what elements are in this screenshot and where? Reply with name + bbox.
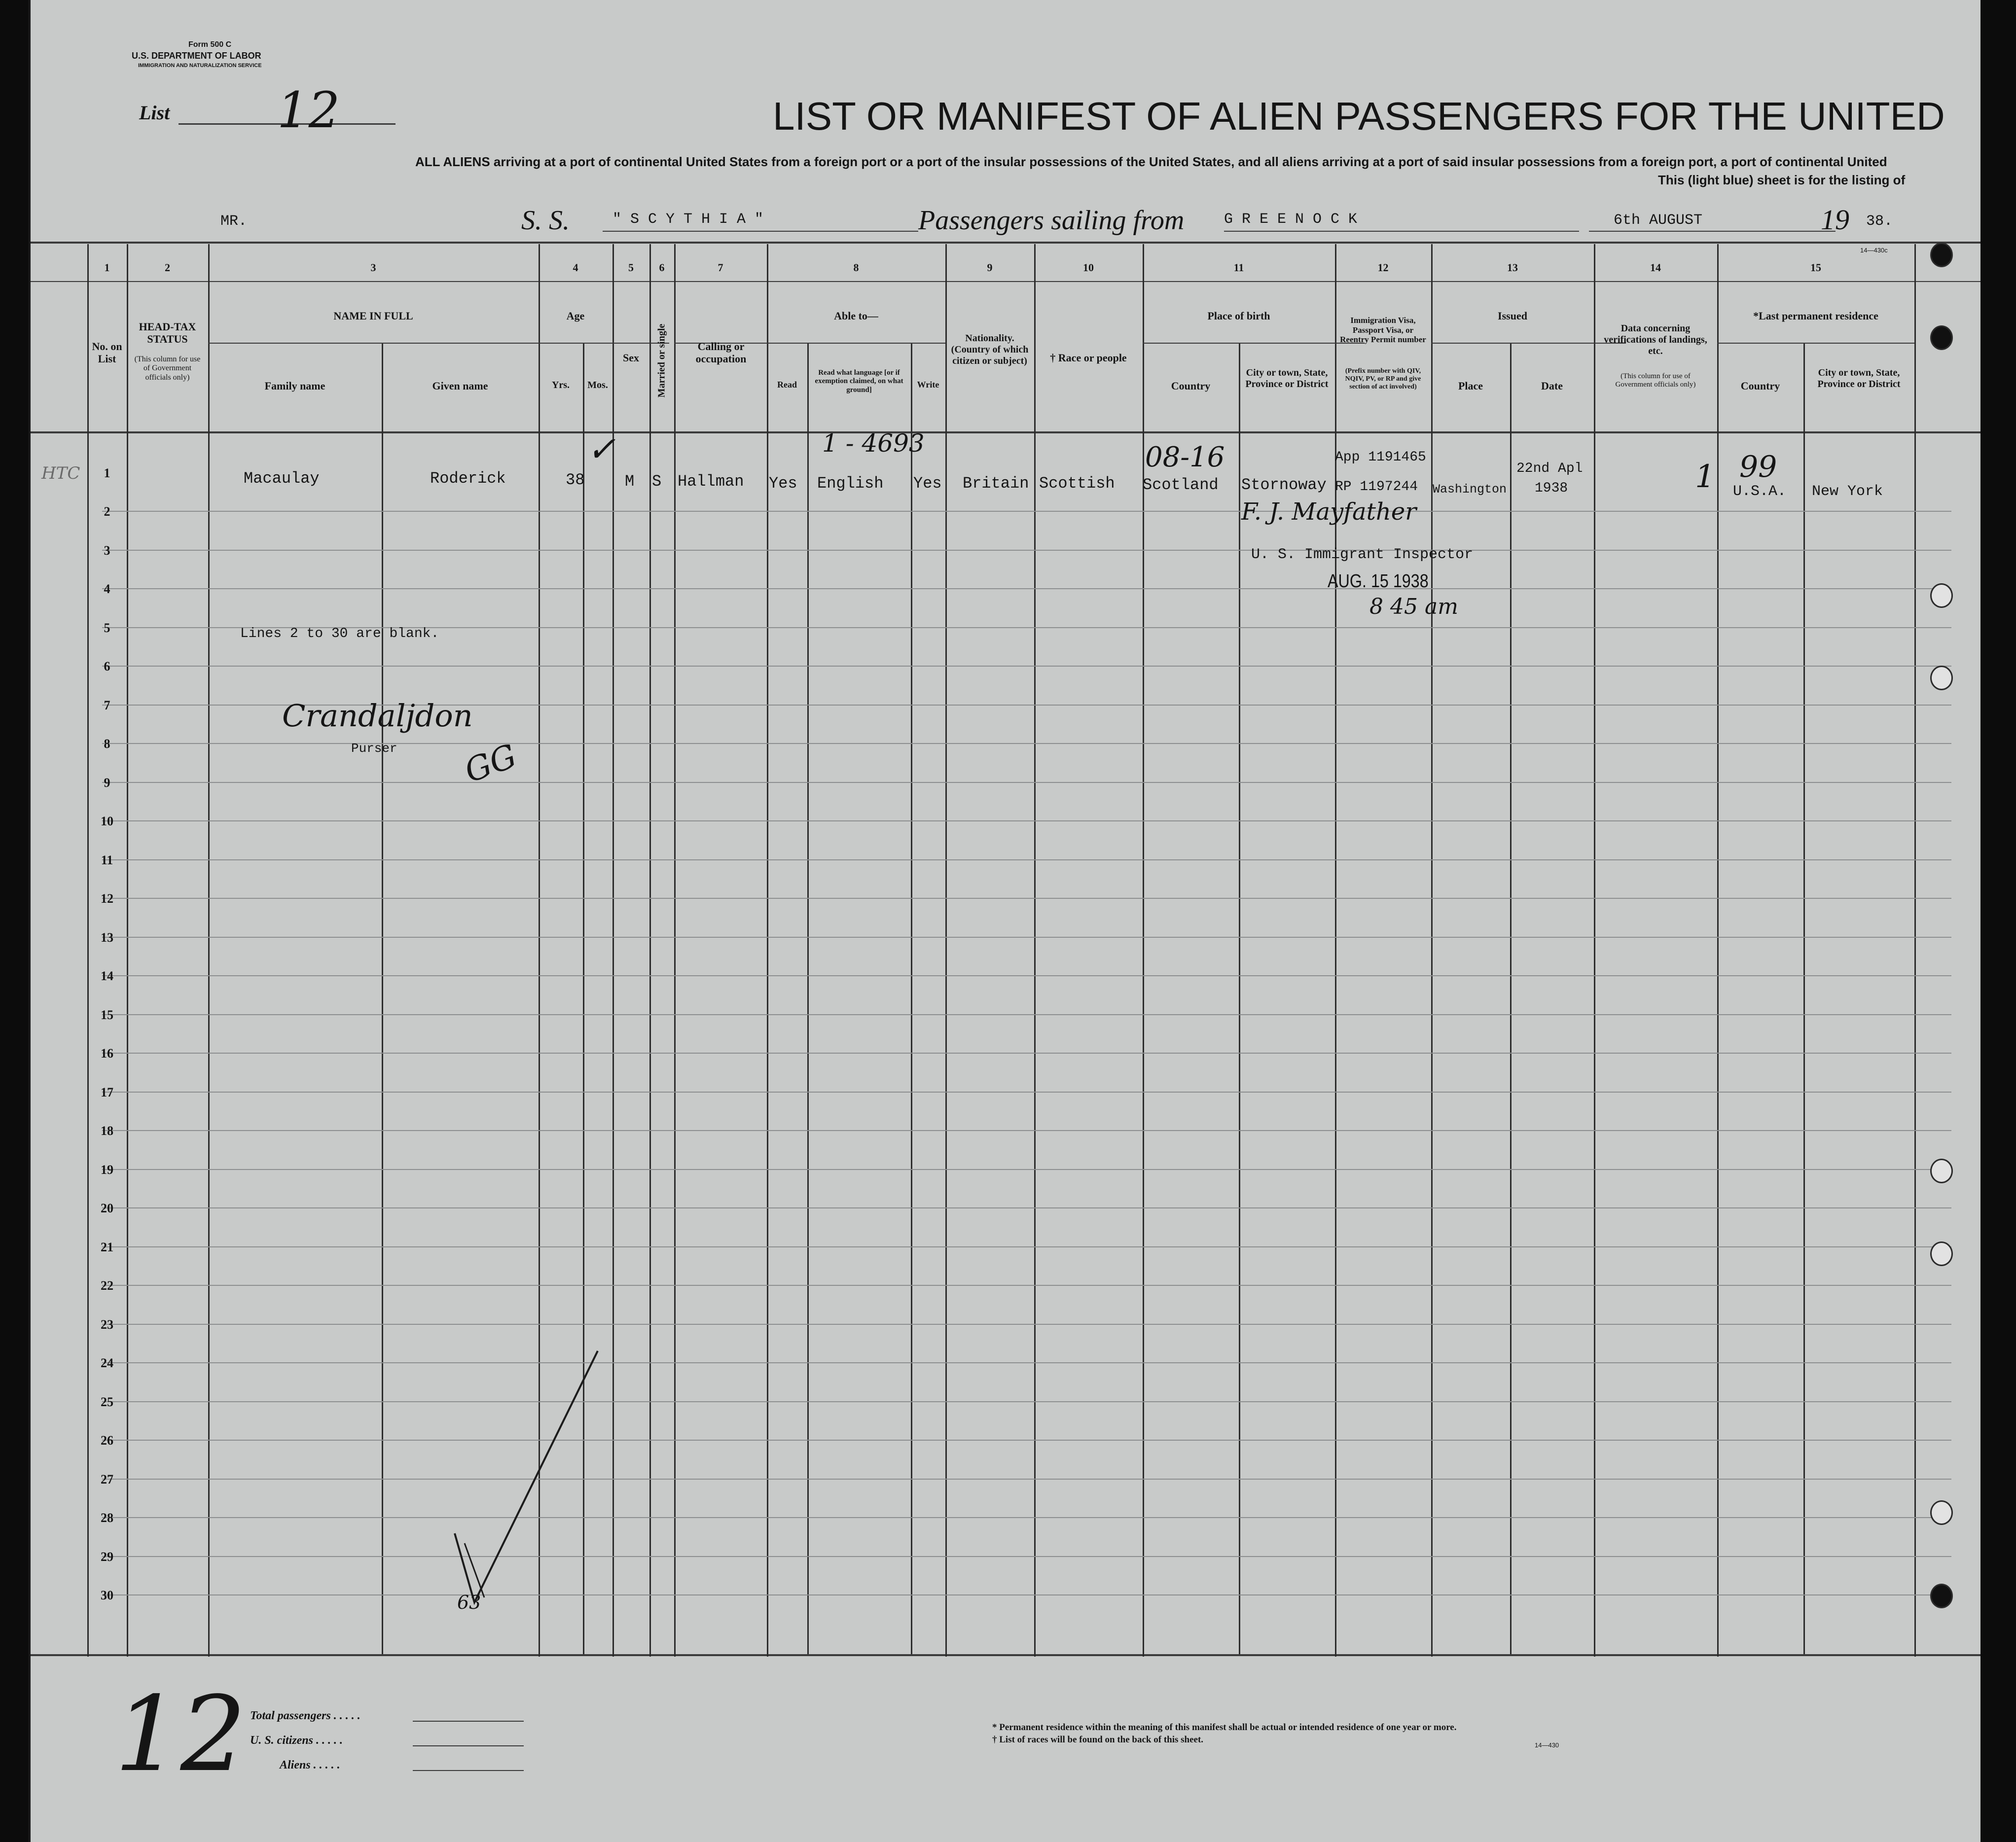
initials: GG — [460, 737, 522, 790]
header-res-city: City or town, State, Province or District — [1817, 367, 1901, 390]
row-number: 10 — [101, 814, 113, 828]
year-suffix: 38. — [1866, 213, 1893, 230]
subheader-rule — [1717, 343, 1914, 344]
visa-line-2: RP 1197244 — [1335, 479, 1418, 495]
year-prefix: 19 — [1821, 204, 1849, 236]
binder-hole — [1930, 1159, 1953, 1183]
col-number: 13 — [1507, 261, 1518, 274]
row-number: 19 — [101, 1163, 113, 1177]
header-data-concerning: Data concerning verifications of landings, etc. — [1604, 323, 1707, 356]
header-yrs: Yrs. — [551, 380, 570, 390]
language-note: 1 - 4693 — [822, 429, 925, 458]
row-number: 3 — [104, 543, 110, 558]
col-line — [1143, 244, 1144, 1657]
row-line — [102, 975, 1951, 976]
col-line — [382, 343, 383, 1654]
row-number: 5 — [104, 621, 110, 635]
inspector-title: U. S. Immigrant Inspector — [1251, 546, 1474, 563]
birth-city-cell: Stornoway — [1241, 476, 1327, 494]
col-number: 1 — [104, 261, 110, 274]
ship-underline — [603, 231, 918, 232]
binder-hole — [1930, 1241, 1953, 1266]
footnote-residence: * Permanent residence within the meaning of this manifest shall be actual or intended residence of one year or more. — [992, 1722, 1457, 1733]
col-line — [1034, 244, 1036, 1657]
header-data-note: (This column for use of Government officials only) — [1615, 372, 1696, 389]
table-top-rule — [31, 242, 1980, 244]
row-number: 18 — [101, 1124, 113, 1138]
row-number: 4 — [104, 582, 110, 596]
date-underline — [1589, 231, 1836, 232]
header-age: Age — [566, 310, 585, 322]
issued-date-line-1: 22nd Apl — [1516, 461, 1583, 476]
footnote-code: 14—430 — [1535, 1741, 1559, 1749]
col-line — [1914, 244, 1916, 1657]
row-line — [102, 1324, 1951, 1325]
verification-mark: 1 — [1695, 459, 1715, 495]
col-number: 7 — [718, 261, 723, 274]
header-visa: Immigration Visa, Passport Visa, or Reentry Permit number — [1340, 316, 1426, 345]
res-city-cell: New York — [1812, 483, 1883, 500]
ship-name: " S C Y T H I A " — [612, 211, 764, 228]
header-issued-place: Place — [1458, 380, 1483, 392]
list-mark-bottom: 12 — [114, 1674, 247, 1795]
row-number: 15 — [101, 1008, 113, 1022]
header-number-rule — [31, 281, 1980, 282]
row-line — [102, 550, 1951, 551]
col-number: 9 — [987, 261, 993, 274]
sailing-date: 6th AUGUST — [1614, 212, 1703, 229]
col-number: 2 — [165, 261, 170, 274]
row-line — [102, 820, 1951, 821]
header-race: † Race or people — [1050, 352, 1127, 364]
service: IMMIGRATION AND NATURALIZATION SERVICE — [138, 63, 262, 69]
row-number: 27 — [101, 1472, 113, 1487]
bottom-mark: 63 — [457, 1592, 481, 1613]
purser-signature: Crandaljdon — [282, 698, 473, 734]
manifest-subtitle-2: This (light blue) sheet is for the listing of — [1658, 173, 1906, 187]
header-nationality: Nationality. (Country of which citizen or subject) — [951, 333, 1029, 366]
header-res-country: Country — [1740, 380, 1780, 392]
us-citizens-line — [413, 1745, 524, 1746]
large-checkmark — [435, 1331, 632, 1617]
col-number: 8 — [853, 261, 859, 274]
row-line — [102, 937, 1951, 938]
row-number: 9 — [104, 776, 110, 790]
aliens-label: Aliens . . . . . — [280, 1759, 340, 1771]
col-number: 12 — [1377, 261, 1389, 274]
col-line — [674, 244, 676, 1657]
port-underline — [1224, 231, 1579, 232]
department: U.S. DEPARTMENT OF LABOR — [132, 51, 261, 61]
binder-hole — [1930, 1584, 1953, 1608]
birth-country-cell: Scotland — [1143, 476, 1219, 494]
header-sex: Sex — [623, 352, 639, 364]
col-number: 3 — [370, 261, 376, 274]
blank-lines-note: Lines 2 to 30 are blank. — [240, 626, 439, 641]
table-bottom-rule — [31, 1654, 1980, 1656]
married-cell: S — [652, 472, 662, 491]
col-line — [767, 244, 768, 1657]
binder-hole — [1930, 1500, 1953, 1525]
header-bottom-rule — [31, 431, 1980, 433]
header-married: Married or single — [656, 323, 667, 398]
read-cell: Yes — [769, 474, 797, 493]
header-name-in-full: NAME IN FULL — [333, 310, 413, 322]
sailing-label: Passengers sailing from — [918, 205, 1185, 236]
col-line — [807, 343, 809, 1654]
row-number: 30 — [101, 1588, 113, 1602]
col-number: 10 — [1083, 261, 1094, 274]
row-line — [102, 1594, 1951, 1595]
row-line — [102, 1246, 1951, 1247]
write-cell: Yes — [913, 474, 942, 493]
header-family-name: Family name — [264, 380, 325, 392]
subheader-rule — [1431, 343, 1626, 344]
col-number: 5 — [628, 261, 634, 274]
total-passengers-line — [413, 1721, 524, 1722]
manifest-sheet — [29, 0, 1980, 1842]
col-number: 4 — [573, 261, 578, 274]
row-line — [102, 1517, 1951, 1518]
header-visa-note: (Prefix number with QIV, NQIV, PV, or RP and give section of act involved) — [1345, 367, 1421, 391]
row-line — [102, 1207, 1951, 1208]
header-read: Read — [777, 380, 797, 390]
inspector-signature: F. J. Mayfather — [1241, 498, 1417, 526]
subheader-rule — [208, 343, 669, 344]
subheader-rule — [1143, 343, 1365, 344]
col-line — [127, 244, 128, 1657]
family-name-cell: Macaulay — [244, 469, 320, 488]
row-number: 29 — [101, 1550, 113, 1564]
header-read-language: Read what language [or if exemption claimed, on what ground] — [815, 369, 903, 394]
issued-date-line-2: 1938 — [1535, 481, 1568, 496]
row-line — [102, 859, 1951, 860]
row-number: 22 — [101, 1278, 113, 1293]
header-head-tax: HEAD-TAX STATUS — [139, 320, 196, 346]
row-line — [102, 1401, 1951, 1402]
form-code-top: 14—430c — [1860, 247, 1888, 254]
visa-line-1: App 1191465 — [1335, 450, 1426, 465]
row-number: 25 — [101, 1395, 113, 1409]
row-number: 24 — [101, 1356, 113, 1370]
binder-hole — [1930, 325, 1953, 350]
row-number: 16 — [101, 1046, 113, 1061]
binder-hole — [1930, 243, 1953, 267]
row-line — [102, 1169, 1951, 1170]
row-line — [102, 782, 1951, 783]
manifest-subtitle-1: ALL ALIENS arriving at a port of continental United States from a foreign port or a port of the insular possessions of the United States, and all aliens arriving at a port of said insular possessions from a foreign port, a port of continental United — [415, 154, 1887, 169]
header-birth-country: Country — [1171, 380, 1211, 392]
col-line — [1239, 343, 1240, 1654]
row-number: 8 — [104, 737, 110, 751]
inspector-date: AUG. 15 1938 — [1328, 571, 1429, 592]
res-country-cell: U.S.A. — [1733, 483, 1787, 500]
row-number: 21 — [101, 1240, 113, 1254]
col-line — [911, 343, 912, 1654]
header-calling: Calling or occupation — [695, 340, 747, 365]
mr-label: MR. — [220, 213, 248, 230]
col-line — [649, 244, 651, 1657]
col-number: 11 — [1233, 261, 1244, 274]
sailing-port: G R E E N O C K — [1224, 211, 1358, 228]
row-number: 28 — [101, 1511, 113, 1525]
form-number: Form 500 C — [188, 40, 232, 49]
total-passengers-label: Total passengers . . . . . — [250, 1709, 360, 1722]
col-line — [1594, 244, 1595, 1657]
given-name-cell: Roderick — [430, 469, 506, 488]
aliens-line — [413, 1770, 524, 1771]
row-number: 7 — [104, 698, 110, 712]
row-number: 2 — [104, 504, 110, 519]
row-line — [102, 1130, 1951, 1131]
nationality-cell: Britain — [963, 474, 1029, 493]
row-number: 23 — [101, 1317, 113, 1332]
sex-cell: M — [625, 472, 635, 491]
col-line — [1803, 343, 1805, 1654]
header-place-of-birth: Place of birth — [1207, 310, 1270, 322]
purser-label: Purser — [351, 741, 397, 756]
row-number: 20 — [101, 1201, 113, 1215]
issued-place-cell: Washington — [1433, 482, 1507, 496]
us-citizens-label: U. S. citizens . . . . . — [250, 1734, 343, 1747]
row-line — [102, 1440, 1951, 1441]
col-line — [1431, 244, 1433, 1657]
inspector-time: 8 45 am — [1369, 594, 1458, 619]
row-line — [102, 666, 1951, 667]
col-number: 14 — [1650, 261, 1661, 274]
header-given-name: Given name — [432, 380, 488, 392]
row-number: 11 — [101, 853, 113, 867]
header-issued: Issued — [1498, 310, 1527, 322]
language-cell: English — [817, 474, 884, 493]
row-number: 12 — [101, 891, 113, 906]
footnote-races: † List of races will be found on the back of this sheet. — [992, 1735, 1204, 1745]
manifest-title: LIST OR MANIFEST OF ALIEN PASSENGERS FOR THE UNITED — [773, 94, 1945, 138]
col-line — [1717, 244, 1719, 1657]
row-line — [102, 1092, 1951, 1093]
residence-note: 99 — [1739, 450, 1777, 484]
row-line — [102, 1362, 1951, 1363]
birth-note: 08-16 — [1145, 441, 1225, 473]
header-no-on-list: No. on List — [92, 340, 122, 365]
row-number: 1 — [104, 466, 110, 480]
col-line — [1510, 343, 1512, 1654]
binder-hole — [1930, 666, 1953, 690]
col-number: 15 — [1810, 261, 1821, 274]
header-issued-date: Date — [1541, 380, 1563, 392]
age-cell: 38 — [566, 471, 585, 489]
header-mos: Mos. — [587, 380, 608, 390]
row-line — [102, 511, 1951, 512]
col-line — [945, 244, 947, 1657]
row-number: 26 — [101, 1433, 113, 1448]
header-head-tax-note: (This column for use of Government officials only) — [134, 355, 201, 382]
occupation-cell: Hallman — [678, 472, 744, 491]
row-line — [102, 1053, 1951, 1054]
row-number: 13 — [101, 930, 113, 945]
header-last-residence: *Last permanent residence — [1753, 310, 1878, 322]
col-number: 6 — [659, 261, 665, 274]
row-line — [102, 1556, 1951, 1557]
row-line — [102, 1285, 1951, 1286]
row-line — [102, 588, 1951, 589]
row-line — [102, 1014, 1951, 1015]
list-number: 12 — [277, 81, 340, 139]
row-line — [102, 1479, 1951, 1480]
row-number: 6 — [104, 659, 110, 673]
binder-hole — [1930, 583, 1953, 608]
header-birth-city: City or town, State, Province or District — [1245, 367, 1329, 390]
header-able-to: Able to— — [834, 310, 878, 322]
ss-label: S. S. — [521, 205, 570, 236]
row-line — [102, 898, 1951, 899]
age-checkmark: ✓ — [587, 429, 616, 469]
margin-note: HTC — [41, 463, 80, 483]
col-line — [208, 244, 210, 1657]
list-label: List — [139, 102, 170, 124]
header-write: Write — [917, 380, 939, 390]
row-number: 17 — [101, 1085, 113, 1099]
race-cell: Scottish — [1039, 474, 1115, 493]
row-number: 14 — [101, 969, 113, 983]
